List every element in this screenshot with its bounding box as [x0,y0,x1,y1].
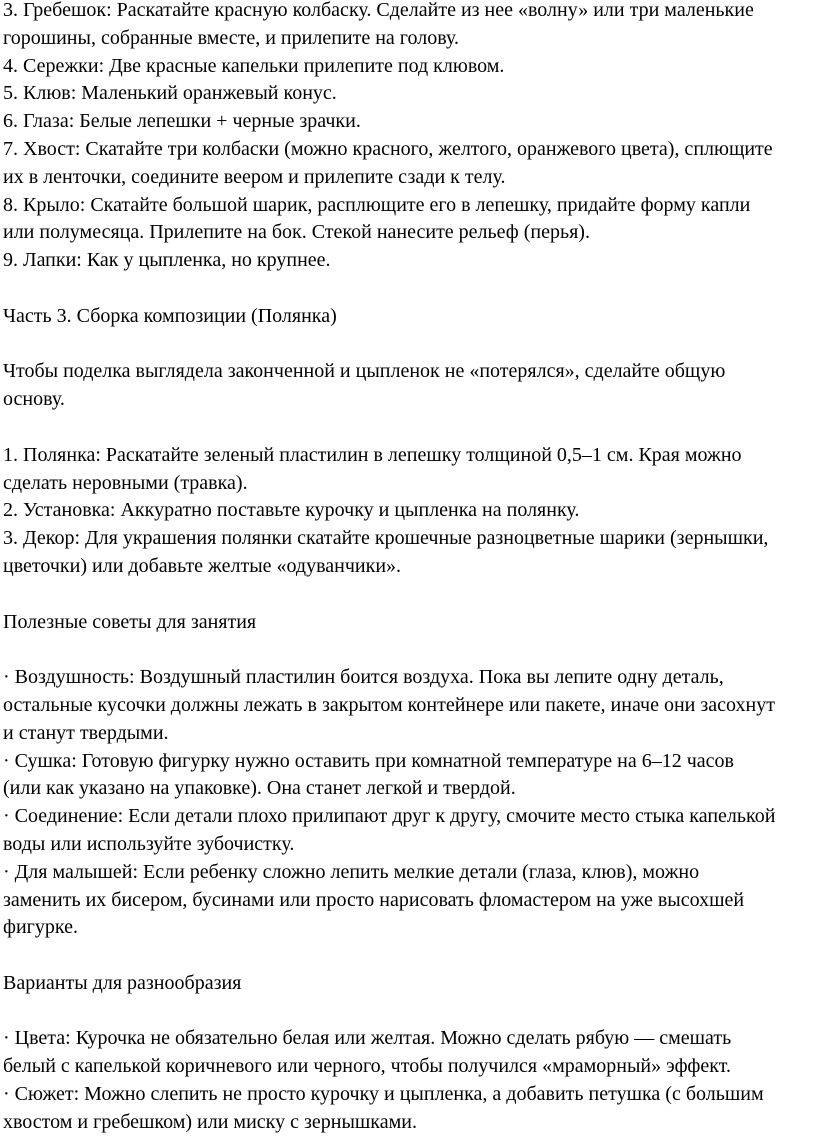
text-line: сделать неровными (травка). [3,471,248,494]
document-page [3,0,816,1137]
paragraph [3,0,816,53]
paragraph [3,748,816,804]
paragraph [3,497,816,525]
text-line: Чтобы поделка выглядела законченной и цыпленок не «потерялся», сделайте общую [3,360,726,383]
text-line: 9. Лапки: Как у цыпленка, но крупнее. [3,249,331,272]
text-line: · Сушка: Готовую фигурку нужно оставить при комнатной температуре на 6–12 часов [3,749,734,772]
paragraph [3,247,816,275]
paragraph [3,136,816,192]
paragraph [3,108,816,136]
paragraph [3,358,816,414]
text-line: основу. [3,388,65,411]
text-line: заменить их бисером, бусинами или просто нарисовать фломастером на уже высохшей [3,888,745,911]
paragraph [3,53,816,81]
text-line: · Воздушность: Воздушный пластилин боится воздуха. Пока вы лепите одну деталь, [3,666,724,689]
text-line: · Сюжет: Можно слепить не просто курочку и цыпленка, а добавить петушка (с большим [3,1083,764,1106]
text-line: 8. Крыло: Скатайте большой шарик, расплющите его в лепешку, придайте форму капли [3,193,751,216]
blank-line [3,998,816,1026]
paragraph [3,803,816,859]
text-line: Часть 3. Сборка композиции (Полянка) [3,304,337,327]
text-line: 2. Установка: Аккуратно поставьте курочку и цыпленка на полянку. [3,499,580,522]
text-line: фигурке. [3,916,78,939]
text-line: их в ленточки, соедините веером и прилепите сзади к телу. [3,165,506,188]
text-line: 1. Полянка: Раскатайте зеленый пластилин в лепешку толщиной 0,5–1 см. Края можно [3,443,742,466]
text-line: · Для малышей: Если ребенку сложно лепить мелкие детали (глаза, клюв), можно [3,860,700,883]
text-line: 5. Клюв: Маленький оранжевый конус. [3,82,337,105]
blank-line [3,275,816,303]
text-line: горошины, собранные вместе, и прилепите на голову. [3,26,459,49]
paragraph [3,1081,816,1137]
paragraph [3,859,816,942]
text-line: 6. Глаза: Белые лепешки + черные зрачки. [3,110,361,133]
paragraph [3,525,816,581]
text-line: 7. Хвост: Скатайте три колбаски (можно красного, желтого, оранжевого цвета), сплющите [3,137,773,160]
paragraph [3,303,816,331]
text-line: 4. Сережки: Две красные капельки прилепите под клювом. [3,54,505,77]
blank-line [3,942,816,970]
text-line: (или как указано на упаковке). Она станет легкой и твердой. [3,777,516,800]
text-line: белый с капелькой коричневого или черного, чтобы получился «мраморный» эффект. [3,1055,731,1078]
text-line: · Соединение: Если детали плохо прилипают друг к другу, смочите место стыка капелькой [3,805,776,828]
text-line: цветочки) или добавьте желтые «одуванчики». [3,554,402,577]
text-line: Полезные советы для занятия [3,610,257,633]
paragraph [3,192,816,248]
text-line: воды или используйте зубочистку. [3,832,295,855]
paragraph [3,664,816,747]
paragraph [3,442,816,498]
text-line: 3. Декор: Для украшения полянки скатайте крошечные разноцветные шарики (зернышки, [3,527,769,550]
text-line: · Цвета: Курочка не обязательно белая или желтая. Можно сделать рябую — смешать [3,1027,732,1050]
blank-line [3,331,816,359]
blank-line [3,636,816,664]
paragraph [3,609,816,637]
text-line: хвостом и гребешком) или миску с зернышками. [3,1110,417,1133]
text-line: 3. Гребешок: Раскатайте красную колбаску. Сделайте из нее «волну» или три маленькие [3,0,754,21]
text-line: и станут твердыми. [3,721,169,744]
blank-line [3,414,816,442]
paragraph [3,970,816,998]
paragraph [3,1025,816,1081]
text-line: Варианты для разнообразия [3,971,242,994]
text-line: или полумесяца. Прилепите на бок. Стекой нанесите рельеф (перья). [3,221,590,244]
blank-line [3,581,816,609]
paragraph [3,80,816,108]
text-line: остальные кусочки должны лежать в закрытом контейнере или пакете, иначе они засохнут [3,693,775,716]
